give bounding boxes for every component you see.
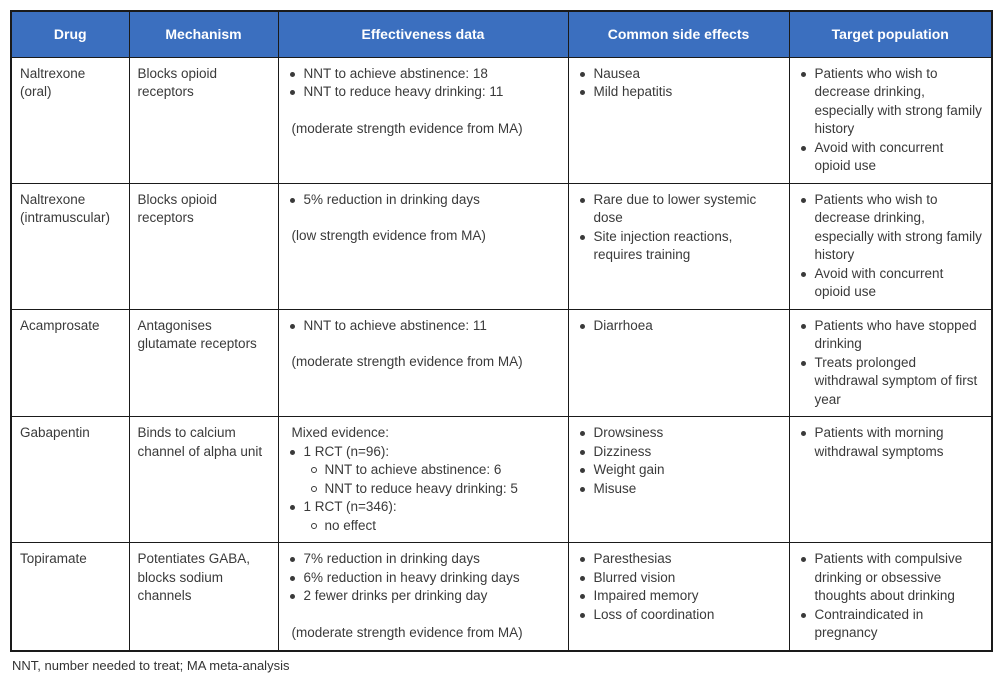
mechanism-cell: Potentiates GABA, blocks sodium channels (129, 543, 278, 651)
bullet-item: NNT to achieve abstinence: 18 (287, 65, 560, 84)
table-row (11, 543, 992, 651)
side-effects-list (577, 550, 781, 624)
effectiveness-cell (278, 57, 568, 183)
bullet-item: Avoid with concurrent opioid use (798, 139, 984, 176)
bullet-item: Drowsiness (577, 424, 781, 443)
side-effects-cell (568, 309, 789, 417)
table-body (11, 57, 992, 651)
mechanism-cell: Blocks opioid receptors (129, 183, 278, 309)
mechanism-cell: Binds to calcium channel of alpha unit (129, 417, 278, 543)
bullet-item: Patients with compulsive drinking or obsessive thoughts about drinking (798, 550, 984, 606)
target-population-cell (789, 543, 992, 651)
side-effects-cell (568, 417, 789, 543)
bullet-item: NNT to achieve abstinence: 6 (308, 461, 560, 480)
drug-cell: Acamprosate (11, 309, 129, 417)
bullet-item: Weight gain (577, 461, 781, 480)
drug-cell: Naltrexone (oral) (11, 57, 129, 183)
bullet-item: Blurred vision (577, 569, 781, 588)
mechanism-cell: Antagonises glutamate receptors (129, 309, 278, 417)
table-row (11, 417, 992, 543)
target-population-list (798, 317, 984, 410)
bullet-item: Rare due to lower systemic dose (577, 191, 781, 228)
bullet-item: NNT to reduce heavy drinking: 11 (287, 83, 560, 102)
evidence-note: (moderate strength evidence from MA) (291, 120, 523, 136)
bullet-item: 5% reduction in drinking days (287, 191, 560, 210)
bullet-item: NNT to reduce heavy drinking: 5 (308, 480, 560, 499)
bullet-item: Contraindicated in pregnancy (798, 606, 984, 643)
bullet-item: Patients who wish to decrease drinking, especially with strong family history (798, 65, 984, 139)
target-population-cell (789, 309, 992, 417)
side-effects-cell (568, 543, 789, 651)
effectiveness-cell (278, 183, 568, 309)
bullet-item: 6% reduction in heavy drinking days (287, 569, 560, 588)
effectiveness-cell (278, 543, 568, 651)
column-header-5: Target population (789, 11, 992, 57)
column-header-3: Effectiveness data (278, 11, 568, 57)
bullet-item: 2 fewer drinks per drinking day (287, 587, 560, 606)
target-population-cell (789, 57, 992, 183)
effectiveness-list (287, 191, 560, 210)
table-row (11, 309, 992, 417)
column-header-1: Drug (11, 11, 129, 57)
target-population-list (798, 550, 984, 643)
table-row (11, 183, 992, 309)
effectiveness-list (287, 65, 560, 102)
side-effects-cell (568, 183, 789, 309)
target-population-cell (789, 183, 992, 309)
effectiveness-list (287, 550, 560, 606)
side-effects-list (577, 424, 781, 498)
effectiveness-list (287, 443, 560, 536)
bullet-item: Mild hepatitis (577, 83, 781, 102)
target-population-cell (789, 417, 992, 543)
column-header-4: Common side effects (568, 11, 789, 57)
bullet-item: 7% reduction in drinking days (287, 550, 560, 569)
table-footnote: NNT, number needed to treat; MA meta-analysis (12, 657, 290, 673)
bullet-item: Avoid with concurrent opioid use (798, 265, 984, 302)
drug-cell: Gabapentin (11, 417, 129, 543)
bullet-item: Loss of coordination (577, 606, 781, 625)
bullet-item: Paresthesias (577, 550, 781, 569)
header-row (11, 11, 992, 57)
mechanism-cell: Blocks opioid receptors (129, 57, 278, 183)
target-population-list (798, 424, 984, 461)
bullet-item: Nausea (577, 65, 781, 84)
bullet-item: Misuse (577, 480, 781, 499)
bullet-item: Patients who have stopped drinking (798, 317, 984, 354)
side-effects-list (577, 65, 781, 102)
bullet-item: no effect (308, 517, 560, 536)
bullet-item: Patients with morning withdrawal symptoms (798, 424, 984, 461)
drug-cell: Naltrexone (intramuscular) (11, 183, 129, 309)
effectiveness-intro: Mixed evidence: (291, 425, 390, 440)
target-population-list (798, 65, 984, 176)
side-effects-list (577, 317, 781, 336)
bullet-item: Treats prolonged withdrawal symptom of first year (798, 354, 984, 410)
evidence-note: (low strength evidence from MA) (291, 228, 486, 243)
bullet-item: NNT to achieve abstinence: 11 (287, 317, 560, 336)
bullet-item: Impaired memory (577, 587, 781, 606)
column-header-2: Mechanism (129, 11, 278, 57)
side-effects-cell (568, 57, 789, 183)
table-header (11, 11, 992, 57)
drug-comparison-table (10, 10, 993, 652)
effectiveness-cell (278, 417, 568, 543)
bullet-item: 1 RCT (n=346): (287, 498, 560, 517)
bullet-item: Dizziness (577, 443, 781, 462)
bullet-item: 1 RCT (n=96): (287, 443, 560, 462)
bullet-item: Site injection reactions, requires training (577, 228, 781, 265)
side-effects-list (577, 191, 781, 265)
bullet-item: Patients who wish to decrease drinking, especially with strong family history (798, 191, 984, 265)
target-population-list (798, 191, 984, 302)
evidence-note: (moderate strength evidence from MA) (291, 624, 523, 640)
effectiveness-cell (278, 309, 568, 417)
bullet-item: Diarrhoea (577, 317, 781, 336)
evidence-note: (moderate strength evidence from MA) (291, 354, 523, 369)
effectiveness-list (287, 317, 560, 336)
table-row (11, 57, 992, 183)
drug-cell: Topiramate (11, 543, 129, 651)
